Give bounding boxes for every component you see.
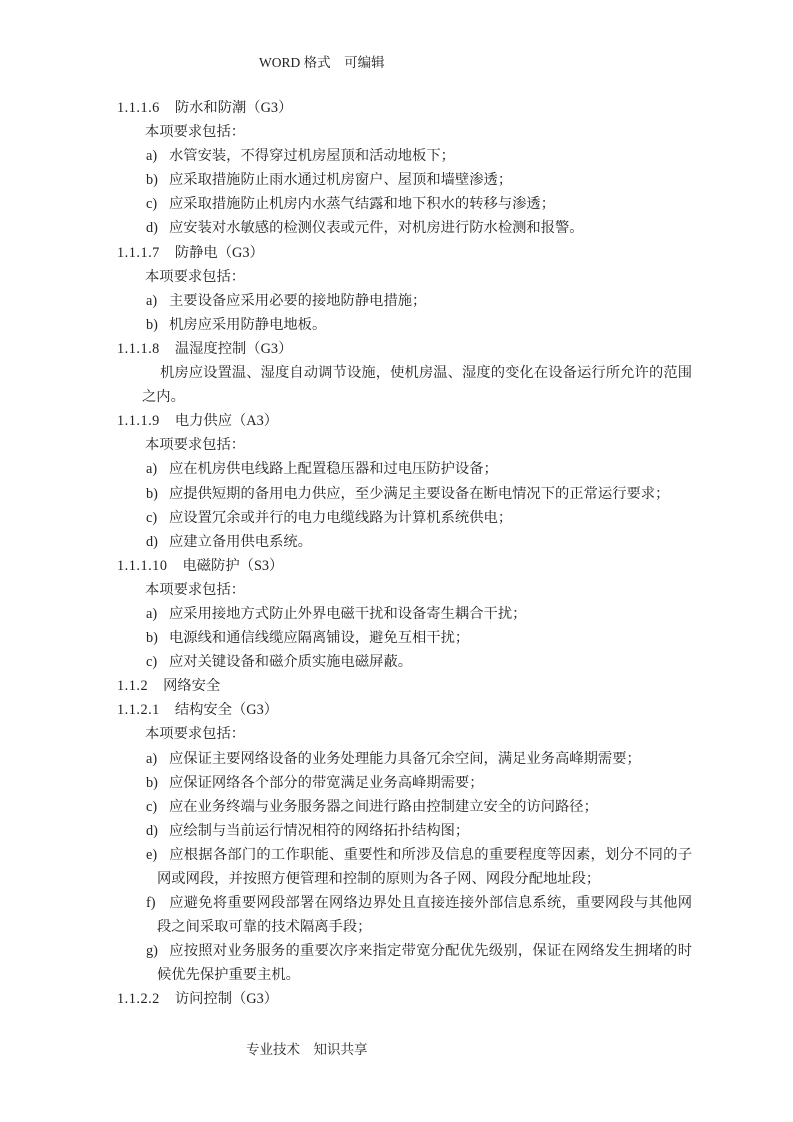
heading-number: 1.1.1.7 bbox=[117, 244, 160, 261]
item-marker: c) bbox=[146, 798, 158, 815]
item-text: 应对关键设备和磁介质实施电磁屏蔽。 bbox=[169, 654, 413, 671]
heading-number: 1.1.1.9 bbox=[117, 413, 160, 430]
item-text: 应设置冗余或并行的电力电缆线路为计算机系统供电； bbox=[169, 509, 513, 526]
item-text: 电源线和通信线缆应隔离铺设，避免互相干扰； bbox=[169, 630, 470, 647]
lead-paragraph: 本项要求包括： bbox=[145, 268, 246, 285]
lead-paragraph: 本项要求包括： bbox=[145, 581, 246, 598]
item-text: 应根据各部门的工作职能、重要性和所涉及信息的重要程度等因素，划分不同的子网或网段，并按照方便管理和控制的原则为各子网、网段分配地址段； bbox=[157, 846, 692, 887]
section-heading bbox=[117, 674, 692, 698]
item-marker: a) bbox=[146, 750, 158, 767]
item-text: 主要设备应采用必要的接地防静电措施； bbox=[169, 292, 427, 309]
section-heading bbox=[117, 96, 692, 120]
item-marker: c) bbox=[146, 654, 158, 671]
item-marker: c) bbox=[146, 509, 158, 526]
item-marker: e) bbox=[146, 846, 158, 863]
item-text: 应绘制与当前运行情况相符的网络拓扑结构图； bbox=[169, 822, 470, 839]
list-item bbox=[146, 602, 692, 626]
list-item bbox=[146, 313, 692, 337]
heading-number: 1.1.1.10 bbox=[117, 557, 168, 574]
item-text: 应安装对水敏感的检测仪表或元件，对机房进行防水检测和报警。 bbox=[169, 220, 584, 237]
list-item bbox=[146, 939, 692, 987]
item-marker: a) bbox=[146, 292, 158, 309]
item-marker: b) bbox=[146, 485, 158, 502]
heading-number: 1.1.1.8 bbox=[117, 340, 160, 357]
section-heading bbox=[117, 337, 692, 361]
section-heading bbox=[117, 409, 692, 433]
item-text: 应建立备用供电系统。 bbox=[169, 533, 312, 550]
list-item bbox=[146, 168, 692, 192]
section-heading bbox=[117, 241, 692, 265]
list-item bbox=[146, 144, 692, 168]
list-item bbox=[146, 819, 692, 843]
item-text: 应在业务终端与业务服务器之间进行路由控制建立安全的访问路径； bbox=[169, 798, 598, 815]
heading-number: 1.1.2 bbox=[117, 678, 149, 695]
list-item bbox=[146, 457, 692, 481]
heading-title: 防水和防潮（G3） bbox=[174, 100, 293, 116]
body-paragraph: 机房应设置温、湿度自动调节设施，使机房温、湿度的变化在设备运行所允许的范围之内。 bbox=[142, 365, 692, 406]
item-marker: b) bbox=[146, 316, 158, 333]
item-marker: b) bbox=[146, 630, 158, 647]
list-item bbox=[146, 771, 692, 795]
heading-number: 1.1.2.2 bbox=[117, 991, 160, 1008]
list-item bbox=[146, 530, 692, 554]
item-text: 应采取措施防止雨水通过机房窗户、屋顶和墙壁渗透； bbox=[169, 172, 513, 189]
page-footer: 专业技术 知识共享 bbox=[246, 1042, 368, 1057]
item-text: 应采用接地方式防止外界电磁干扰和设备寄生耦合干扰； bbox=[169, 605, 527, 622]
list-item bbox=[146, 192, 692, 216]
list-item bbox=[146, 482, 692, 506]
item-marker: d) bbox=[146, 220, 158, 237]
item-text: 应采取措施防止机房内水蒸气结露和地下积水的转移与渗透； bbox=[169, 196, 556, 213]
item-marker: a) bbox=[146, 148, 158, 165]
item-text: 水管安装，不得穿过机房屋顶和活动地板下； bbox=[169, 148, 455, 165]
item-text: 应按照对业务服务的重要次序来指定带宽分配优先级别，保证在网络发生拥堵的时候优先保护重要主机。 bbox=[157, 943, 692, 984]
list-item bbox=[146, 289, 692, 313]
item-text: 应保证主要网络设备的业务处理能力具备冗余空间，满足业务高峰期需要； bbox=[169, 750, 641, 767]
item-text: 应提供短期的备用电力供应，至少满足主要设备在断电情况下的正常运行要求； bbox=[169, 485, 670, 502]
item-marker: b) bbox=[146, 774, 158, 791]
list-item bbox=[146, 506, 692, 530]
item-text: 应保证网络各个部分的带宽满足业务高峰期需要； bbox=[169, 774, 484, 791]
list-item bbox=[146, 795, 692, 819]
item-marker: c) bbox=[146, 196, 158, 213]
heading-title: 温湿度控制（G3） bbox=[174, 340, 293, 357]
heading-title: 防静电（G3） bbox=[174, 244, 264, 261]
section-heading bbox=[117, 554, 692, 578]
lead-paragraph: 本项要求包括： bbox=[145, 124, 246, 141]
item-marker: a) bbox=[146, 461, 158, 478]
list-item bbox=[146, 650, 692, 674]
list-item bbox=[146, 626, 692, 650]
item-marker: d) bbox=[146, 533, 158, 550]
heading-title: 网络安全 bbox=[163, 678, 221, 695]
item-text: 机房应采用防静电地板。 bbox=[169, 316, 327, 333]
item-marker: a) bbox=[146, 605, 158, 622]
heading-number: 1.1.1.6 bbox=[117, 100, 160, 116]
page-header: WORD 格式 可编辑 bbox=[259, 55, 385, 70]
list-item bbox=[146, 843, 692, 891]
heading-title: 结构安全（G3） bbox=[174, 702, 279, 719]
heading-title: 电力供应（A3） bbox=[174, 413, 279, 430]
list-item bbox=[146, 891, 692, 939]
heading-title: 访问控制（G3） bbox=[174, 991, 279, 1008]
list-item bbox=[146, 747, 692, 771]
lead-paragraph: 本项要求包括： bbox=[145, 726, 246, 743]
item-marker: b) bbox=[146, 172, 158, 189]
item-text: 应在机房供电线路上配置稳压器和过电压防护设备； bbox=[169, 461, 498, 478]
heading-title: 电磁防护（S3） bbox=[182, 557, 284, 574]
section-heading bbox=[117, 987, 692, 1011]
list-item bbox=[146, 216, 692, 240]
document-body bbox=[117, 96, 692, 1012]
item-marker: d) bbox=[146, 822, 158, 839]
item-text: 应避免将重要网段部署在网络边界处且直接连接外部信息系统，重要网段与其他网段之间采取可靠的技术隔离手段； bbox=[157, 895, 692, 936]
section-heading bbox=[117, 698, 692, 722]
heading-number: 1.1.2.1 bbox=[117, 702, 160, 719]
item-marker: f) bbox=[146, 895, 156, 912]
lead-paragraph: 本项要求包括： bbox=[145, 437, 246, 454]
item-marker: g) bbox=[146, 943, 158, 960]
